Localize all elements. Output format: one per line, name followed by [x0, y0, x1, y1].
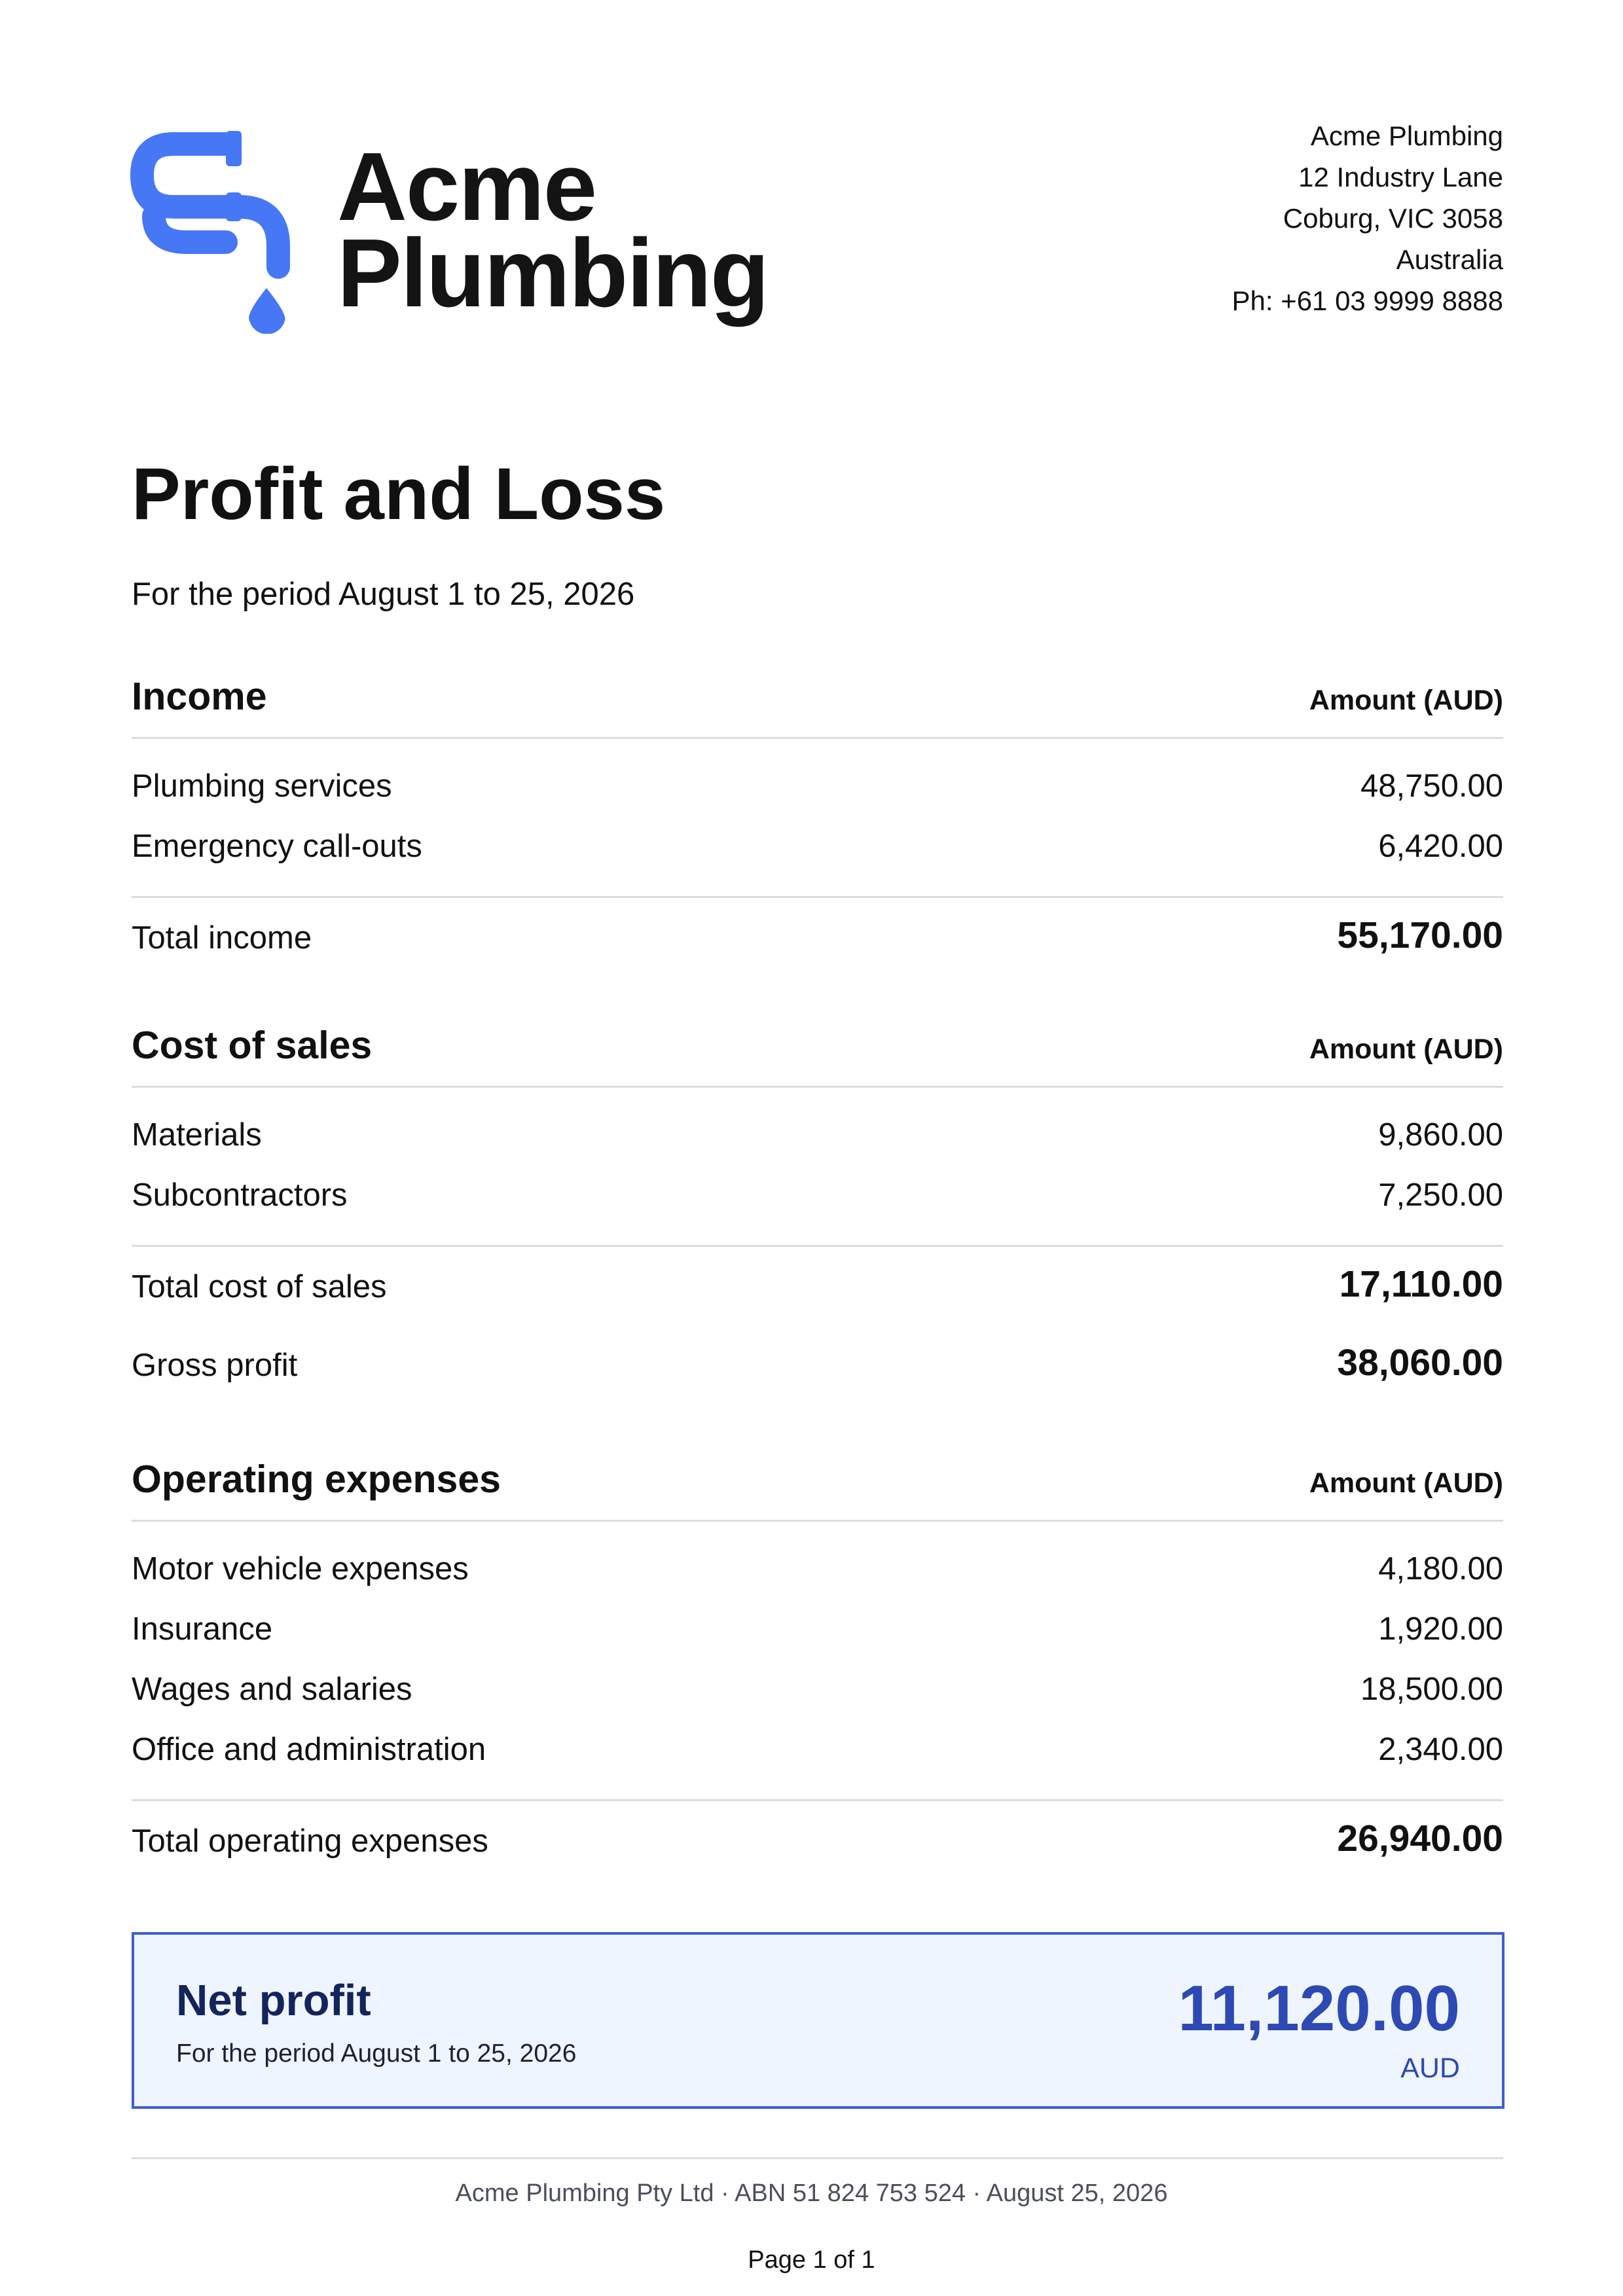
table-row: [132, 1110, 1503, 1170]
cost-of-sales-rows: [132, 1088, 1503, 1247]
row-amount: 7,250.00: [1378, 1177, 1503, 1213]
total-amount: 55,170.00: [1337, 914, 1503, 956]
page-number: Page 1 of 1: [748, 2246, 875, 2274]
amount-column-header: Amount (AUD): [1309, 685, 1503, 716]
net-profit-currency: AUD: [1400, 2053, 1460, 2084]
row-amount: 9,860.00: [1378, 1117, 1503, 1153]
logo-line-1: Acme: [337, 133, 596, 241]
row-label: Emergency call-outs: [132, 829, 422, 864]
total-label: Total operating expenses: [132, 1823, 488, 1859]
total-income-row: [132, 898, 1503, 977]
company-address: [1231, 115, 1503, 321]
row-label: Subcontractors: [132, 1177, 348, 1213]
total-label: Total cost of sales: [132, 1269, 387, 1304]
operating-expenses-header: [132, 1457, 1503, 1522]
footer-divider: [132, 2157, 1503, 2159]
company-street: 12 Industry Lane: [1298, 162, 1503, 192]
table-row: [132, 1664, 1503, 1725]
company-country: Australia: [1396, 244, 1503, 275]
report-title: Profit and Loss: [132, 453, 666, 535]
company-name: Acme Plumbing: [1310, 120, 1503, 151]
table-row: [132, 1604, 1503, 1664]
row-amount: 6,420.00: [1378, 829, 1503, 864]
net-profit-amount: 11,120.00: [1178, 1972, 1460, 2044]
row-label: Materials: [132, 1117, 262, 1153]
income-section: [132, 674, 1503, 977]
row-label: Wages and salaries: [132, 1672, 412, 1707]
income-header: [132, 674, 1503, 739]
row-amount: 4,180.00: [1378, 1551, 1503, 1587]
company-phone: Ph: +61 03 9999 8888: [1231, 285, 1503, 316]
report-period: For the period August 1 to 25, 2026: [132, 577, 635, 612]
row-label: Insurance: [132, 1611, 273, 1647]
logo-wordmark: [337, 133, 769, 327]
section-title: Income: [132, 675, 267, 718]
operating-expenses-section: [132, 1457, 1503, 1880]
footer-company-info: Acme Plumbing Pty Ltd · ABN 51 824 753 524 · August 25, 2026: [455, 2179, 1168, 2207]
net-profit-period: For the period August 1 to 25, 2026: [176, 2039, 577, 2068]
net-profit-title: Net profit: [176, 1976, 371, 2025]
row-label: Office and administration: [132, 1732, 486, 1767]
cost-of-sales-header: [132, 1023, 1503, 1088]
total-amount: 17,110.00: [1339, 1263, 1503, 1305]
income-rows: [132, 739, 1503, 898]
total-label: Total income: [132, 920, 312, 956]
table-row: [132, 1170, 1503, 1230]
table-row: [132, 1544, 1503, 1604]
row-amount: 1,920.00: [1378, 1611, 1503, 1647]
total-amount: 26,940.00: [1337, 1818, 1503, 1859]
amount-column-header: Amount (AUD): [1309, 1467, 1503, 1499]
row-amount: 2,340.00: [1378, 1732, 1503, 1767]
operating-expenses-rows: [132, 1522, 1503, 1801]
total-operating-expenses-row: [132, 1801, 1503, 1880]
row-label: Plumbing services: [132, 768, 392, 804]
table-row: [132, 821, 1503, 882]
amount-column-header: Amount (AUD): [1309, 1033, 1503, 1065]
total-cost-of-sales-row: [132, 1247, 1503, 1325]
table-row: [132, 761, 1503, 821]
company-logo: [128, 124, 769, 340]
table-row: [132, 1725, 1503, 1785]
pipe-drop-icon: [128, 124, 318, 334]
net-profit-box: [132, 1932, 1504, 2109]
logo-line-2: Plumbing: [337, 219, 769, 327]
gross-profit-amount: 38,060.00: [1337, 1342, 1503, 1384]
row-amount: 18,500.00: [1360, 1672, 1503, 1707]
section-title: Operating expenses: [132, 1458, 501, 1501]
gross-profit-row: [132, 1325, 1503, 1404]
row-amount: 48,750.00: [1360, 768, 1503, 804]
gross-profit-label: Gross profit: [132, 1348, 298, 1383]
section-title: Cost of sales: [132, 1024, 373, 1067]
row-label: Motor vehicle expenses: [132, 1551, 469, 1587]
company-city: Coburg, VIC 3058: [1283, 203, 1503, 234]
cost-of-sales-section: [132, 1023, 1503, 1404]
